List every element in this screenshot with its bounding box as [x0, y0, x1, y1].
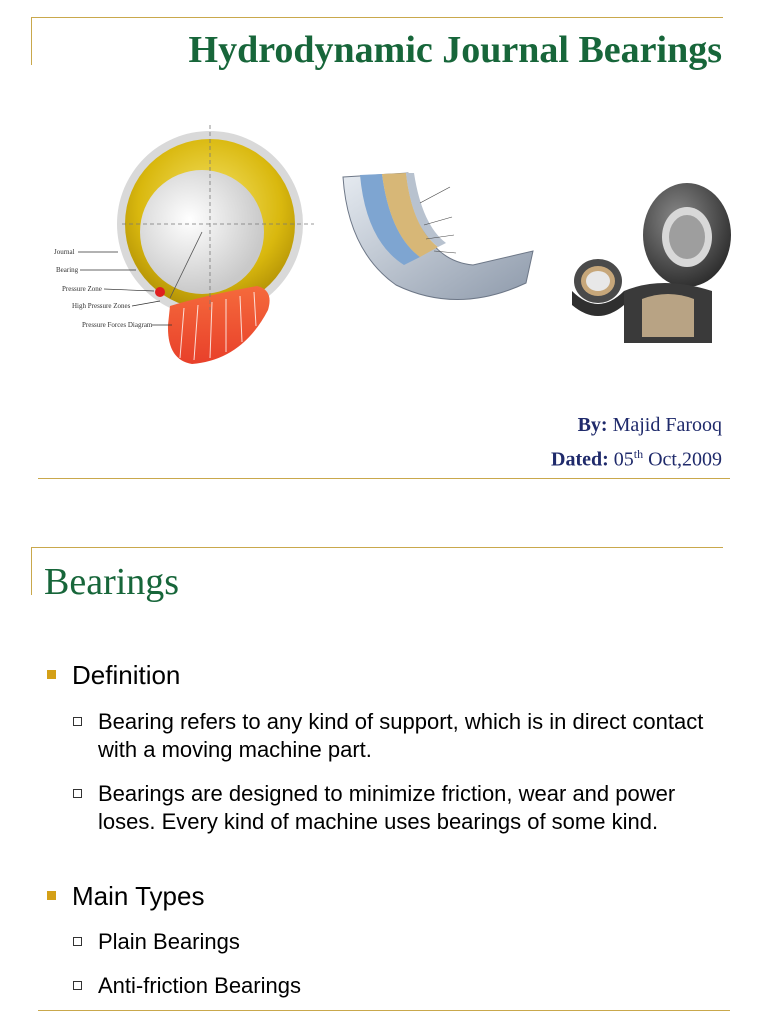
label-journal: Journal — [54, 248, 75, 256]
date-suffix: th — [633, 447, 644, 461]
author-line — [578, 414, 722, 437]
slide-title: Hydrodynamic Journal Bearings — [188, 29, 722, 71]
slide-frame-bottom — [38, 1010, 730, 1011]
gold-square-bullet-icon — [47, 670, 56, 679]
label-high-pressure-zones: High Pressure Zones — [72, 302, 131, 310]
slide-title: Bearings — [44, 561, 180, 603]
hollow-square-bullet-icon — [73, 789, 82, 798]
slide-frame-top — [31, 17, 723, 18]
label-bearing: Bearing — [56, 266, 79, 274]
hollow-square-bullet-icon — [73, 981, 82, 990]
slide-frame-left — [31, 547, 32, 595]
author-name: Majid Farooq — [612, 414, 722, 436]
label-pressure-forces-diagram: Pressure Forces Diagram — [82, 321, 153, 329]
hollow-square-bullet-icon — [73, 717, 82, 726]
journal-bearing-diagram — [52, 120, 322, 365]
by-label: By: — [577, 414, 608, 436]
date-day: 05 — [613, 448, 634, 471]
date-rest: Oct,2009 — [648, 448, 722, 471]
bearings-slide: Bearings Definition Bearing refers to any kind of support, which is in direct contact with a moving machine part. Bearings are designed to minimize friction, wear and power loses. Every kind of machine uses bearings of some kind. Main Types Plain Bearings Anti-friction Bearings — [0, 530, 768, 1024]
slide-frame-top — [31, 547, 723, 548]
gold-square-bullet-icon — [47, 891, 56, 900]
slide-frame-bottom — [38, 478, 730, 479]
bearing-shell-image — [338, 165, 538, 325]
dated-label: Dated: — [551, 448, 609, 471]
date-line — [551, 447, 722, 472]
industrial-bearings-image — [562, 165, 734, 365]
slide-frame-left — [31, 17, 32, 65]
title-slide — [0, 0, 768, 484]
hollow-square-bullet-icon — [73, 937, 82, 946]
label-pressure-zone: Pressure Zone — [62, 285, 102, 293]
